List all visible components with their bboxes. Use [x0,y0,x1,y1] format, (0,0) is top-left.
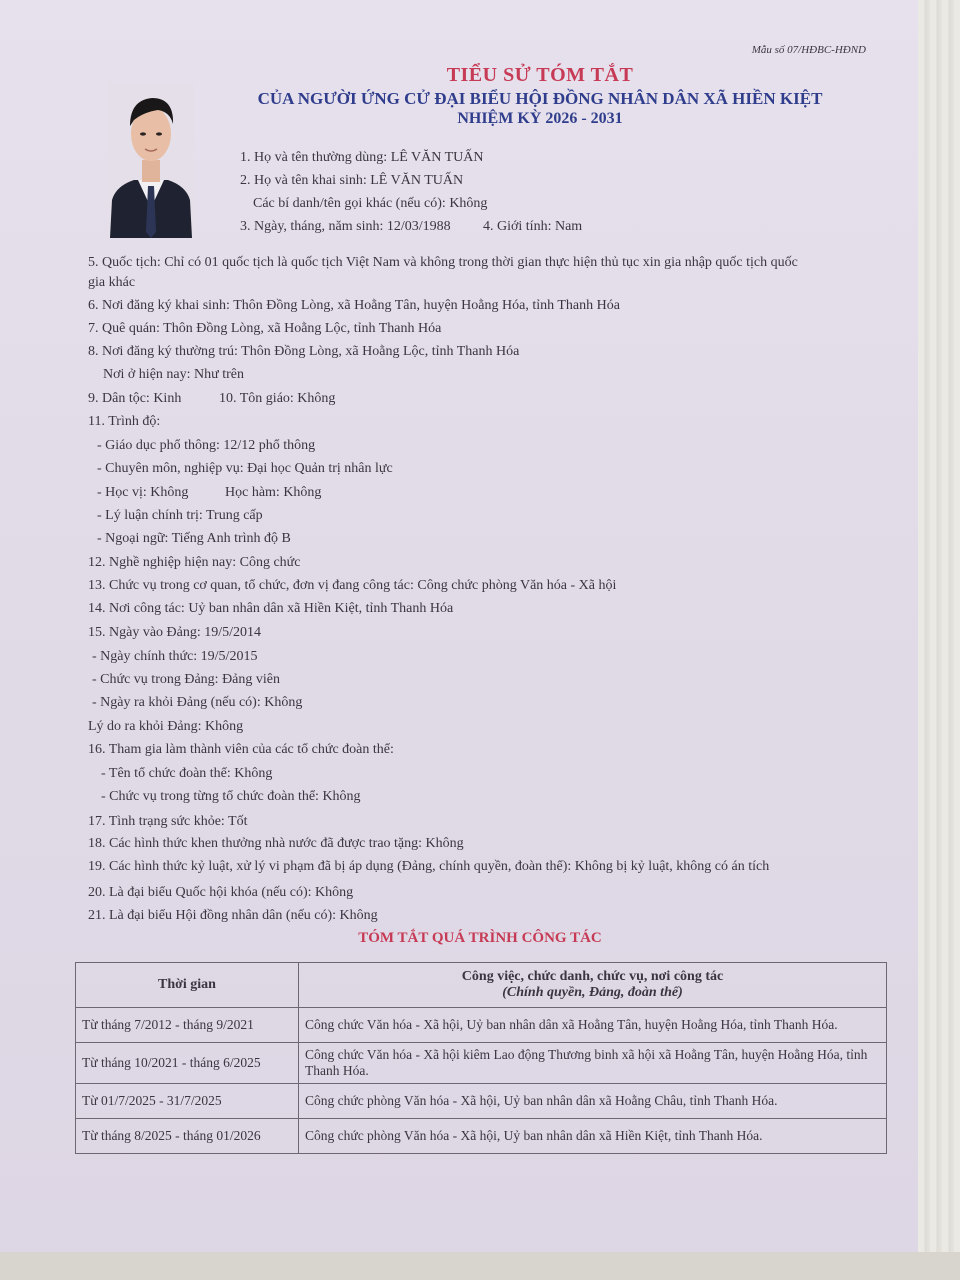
table-row [76,1119,887,1154]
field-awards: 18. Các hình thức khen thưởng nhà nước đã được trao tặng: Không [88,836,464,851]
field-foreign-language: - Ngoại ngữ: Tiếng Anh trình độ B [97,531,291,546]
field-nationality: 5. Quốc tịch: Chỉ có 01 quốc tịch là quốc tịch Việt Nam và không trong thời gian thực hiện thủ tục xin gia nhập quốc tịch quốc [88,255,798,270]
field-organization-name: - Tên tổ chức đoàn thể: Không [101,766,273,781]
field-birth-registration: 6. Nơi đăng ký khai sinh: Thôn Đồng Lòng, xã Hoằng Tân, huyện Hoằng Hóa, tỉnh Thanh Hóa [88,298,620,313]
table-cell-time: Từ tháng 8/2025 - tháng 01/2026 [76,1119,299,1154]
field-current-residence: Nơi ở hiện nay: Như trên [103,367,244,382]
field-political-theory: - Lý luận chính trị: Trung cấp [97,508,263,523]
table-cell-description: Công chức phòng Văn hóa - Xã hội, Uỷ ban nhân dân xã Hoằng Châu, tỉnh Thanh Hóa. [299,1084,887,1119]
field-party-official-date: - Ngày chính thức: 19/5/2015 [92,649,258,664]
field-academic-title: Học hàm: Không [225,485,322,500]
field-party-leave-reason: Lý do ra khỏi Đảng: Không [88,719,244,734]
field-birth-name: 2. Họ và tên khai sinh: LÊ VĂN TUẤN [240,173,464,188]
field-workplace: 14. Nơi công tác: Uỷ ban nhân dân xã Hiền Kiệt, tỉnh Thanh Hóa [88,601,454,616]
field-party-join-date: 15. Ngày vào Đảng: 19/5/2014 [88,625,262,640]
document-term: NHIỆM KỲ 2026 - 2031 [457,110,623,127]
table-header-row [76,963,887,1008]
field-peoples-council: 21. Là đại biểu Hội đồng nhân dân (nếu có): Không [88,908,378,923]
portrait-photo [108,82,194,238]
table-row [76,1084,887,1119]
table-cell-time: Từ tháng 7/2012 - tháng 9/2021 [76,1008,299,1043]
field-aliases: Các bí danh/tên gọi khác (nếu có): Không [253,196,488,211]
work-history-table [75,962,887,1154]
field-general-education: - Giáo dục phổ thông: 12/12 phổ thông [97,438,316,453]
field-common-name: 1. Họ và tên thường dùng: LÊ VĂN TUẤN [240,150,484,165]
column-header-description [299,963,887,1008]
field-discipline: 19. Các hình thức kỷ luật, xử lý vi phạm đã bị áp dụng (Đảng, chính quyền, đoàn thể): Không bị kỷ luật, không có án tích [88,859,770,874]
table-cell-description: Công chức phòng Văn hóa - Xã hội, Uỷ ban nhân dân xã Hiền Kiệt, tỉnh Thanh Hóa. [299,1119,887,1154]
table-cell-time: Từ 01/7/2025 - 31/7/2025 [76,1084,299,1119]
field-occupation: 12. Nghề nghiệp hiện nay: Công chức [88,555,301,570]
field-religion: 10. Tôn giáo: Không [219,391,336,406]
field-national-assembly: 20. Là đại biểu Quốc hội khóa (nếu có): Không [88,885,354,900]
field-ethnicity: 9. Dân tộc: Kinh [88,391,182,406]
document-title: TIỂU SỬ TÓM TẮT [446,64,634,86]
field-organization-position: - Chức vụ trong từng tổ chức đoàn thể: Không [101,789,361,804]
table-cell-description: Công chức Văn hóa - Xã hội kiêm Lao động Thương binh xã hội xã Hoằng Tân, huyện Hoằng Hóa, tỉnh Thanh Hóa. [299,1043,887,1084]
table-row [76,1043,887,1084]
field-party-leave-date: - Ngày ra khỏi Đảng (nếu có): Không [92,695,303,710]
field-organizations: 16. Tham gia làm thành viên của các tổ chức đoàn thể: [88,742,394,757]
column-header-description-sub: (Chính quyền, Đảng, đoàn thể) [502,985,683,1000]
field-permanent-residence: 8. Nơi đăng ký thường trú: Thôn Đồng Lòng, xã Hoằng Lộc, tỉnh Thanh Hóa [88,344,520,359]
column-header-time: Thời gian [76,963,299,1008]
background-surface [0,1252,960,1280]
field-education: 11. Trình độ: [88,414,161,429]
field-nationality-cont: gia khác [88,275,136,290]
field-health: 17. Tình trạng sức khỏe: Tốt [88,814,248,829]
column-header-description-main: Công việc, chức danh, chức vụ, nơi công tác [461,969,724,984]
field-degree: - Học vị: Không [97,485,189,500]
field-gender: 4. Giới tính: Nam [483,219,583,234]
table-cell-description: Công chức Văn hóa - Xã hội, Uỷ ban nhân dân xã Hoằng Tân, huyện Hoằng Hóa, tỉnh Thanh Hóa. [299,1008,887,1043]
work-history-title: TÓM TẮT QUÁ TRÌNH CÔNG TÁC [358,930,602,946]
field-party-position: - Chức vụ trong Đảng: Đảng viên [92,672,280,687]
form-code: Mẫu số 07/HĐBC-HĐND [751,44,866,56]
field-specialization: - Chuyên môn, nghiệp vụ: Đại học Quản trị nhân lực [97,461,393,476]
table-row [76,1008,887,1043]
document-subtitle: CỦA NGƯỜI ỨNG CỬ ĐẠI BIỂU HỘI ĐỒNG NHÂN DÂN XÃ HIỀN KIỆT [257,89,823,108]
field-hometown: 7. Quê quán: Thôn Đồng Lòng, xã Hoằng Lộc, tỉnh Thanh Hóa [88,321,442,336]
field-position: 13. Chức vụ trong cơ quan, tổ chức, đơn vị đang công tác: Công chức phòng Văn hóa - Xã hội [88,578,617,593]
background-mat [918,0,960,1280]
table-cell-time: Từ tháng 10/2021 - tháng 6/2025 [76,1043,299,1084]
field-birth-date: 3. Ngày, tháng, năm sinh: 12/03/1988 [240,219,451,234]
